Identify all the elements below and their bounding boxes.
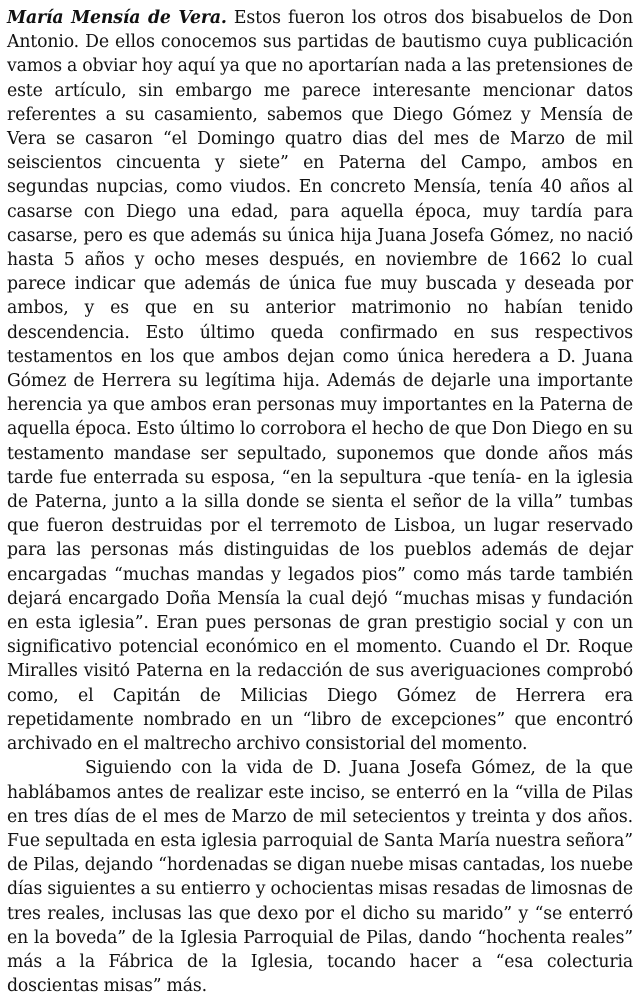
- paragraph-maria-mensia: [7, 6, 633, 756]
- paragraph-juana-josefa: [7, 756, 633, 998]
- paragraph-body-text: Siguiendo con la vida de D. Juana Josefa Gómez, de la que hablábamos antes de realizar este inciso, se enterró en la “villa de Pilas en tres días de el mes de Marzo de mil setecientos y treinta y dos años. Fue sepultada en esta iglesia parroquial de Santa María nuestra señora” de Pilas, dejando “hordenadas se digan nuebe misas cantadas, los nuebe días siguientes a su entierro y ochocientas misas resadas de limosnas de tres reales, inclusas las que dexo por el dicho su marido” y “se enterró en la boveda” de la Iglesia Parroquial de Pilas, dando “hochenta reales” más a la Fábrica de la Iglesia, tocando hacer a “esa colecturia doscientas misas” más.: [7, 758, 633, 997]
- paragraph-lead-heading: María Mensía de Vera.: [7, 8, 227, 28]
- paragraph-body-text: Estos fueron los otros dos bisabuelos de Don Antonio. De ellos conocemos sus partidas de bautismo cuya publicación vamos a obviar hoy aquí ya que no aportarían nada a las pretensiones de este artículo, sin embargo me parece interesante mencionar datos referentes a su casamiento, sabemos que Diego Gómez y Mensía de Vera se casaron “el Domingo quatro dias del mes de Marzo de mil seiscientos cincuenta y siete” en Paterna del Campo, ambos en segundas nupcias, como viudos. En concreto Mensía, tenía 40 años al casarse con Diego una edad, para aquella época, muy tardía para casarse, pero es que además su única hija Juana Josefa Gómez, no nació hasta 5 años y ocho meses después, en noviembre de 1662 lo cual parece indicar que además de única fue muy buscada y deseada por ambos, y es que en su anterior matrimonio no habían tenido descendencia. Esto último queda confirmado en sus respectivos testamentos en los que ambos dejan como única heredera a D. Juana Gómez de Herrera su legítima hija. Además de dejarle una importante herencia ya que ambos eran personas muy importantes en la Paterna de aquella época. Esto último lo corrobora el hecho de que Don Diego en su testamento mandase ser sepultado, suponemos que donde años más tarde fue enterrada su esposa, “en la sepultura -que tenía- en la iglesia de Paterna, junto a la silla donde se sienta el señor de la villa” tumbas que fueron destruidas por el terremoto de Lisboa, un lugar reservado para las personas más distinguidas de los pueblos además de dejar encargadas “muchas mandas y legados pios” como más tarde también dejará encargado Doña Mensía la cual dejó “muchas misas y fundación en esta iglesia”. Eran pues personas de gran prestigio social y con un significativo potencial económico en el momento. Cuando el Dr. Roque Miralles visitó Paterna en la redacción de sus averiguaciones comprobó como, el Capitán de Milicias Diego Gómez de Herrera era repetidamente nombrado en un “libro de excepciones” que encontró archivado en el maltrecho archivo consistorial del momento.: [7, 8, 634, 755]
- document-page: [7, 6, 633, 998]
